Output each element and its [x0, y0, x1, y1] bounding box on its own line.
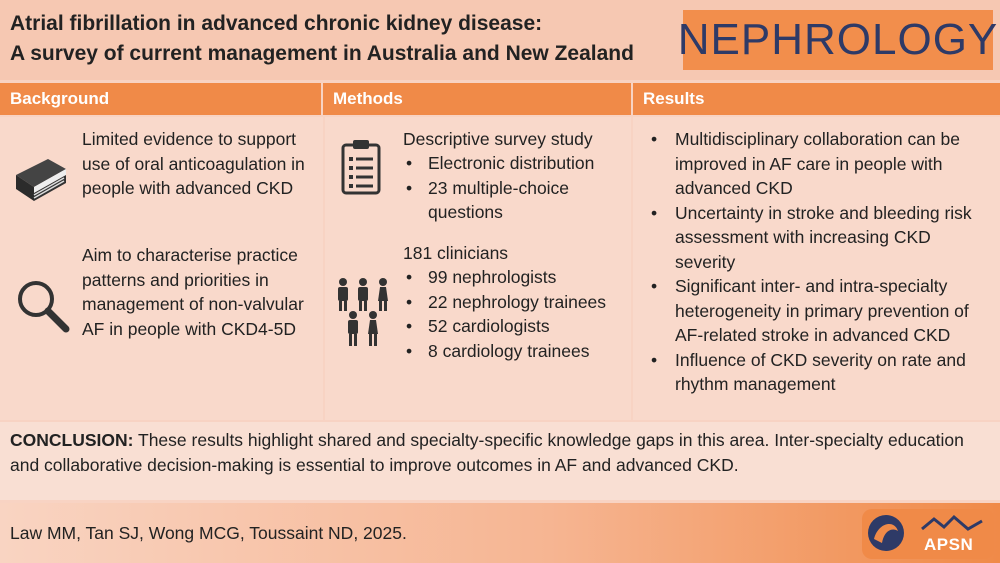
conclusion-text: These results highlight shared and specialty-specific knowledge gaps in this area. Inter-specialty education and collaborative decision-making is essential to improve outcomes in AF and advanced CKD.	[10, 430, 964, 475]
list-item: • Electronic distribution	[403, 151, 628, 176]
apsn-logo	[862, 509, 994, 559]
people-icon	[333, 277, 395, 349]
brand-text: NEPHROLOGY	[677, 15, 999, 64]
list-item: • 23 multiple-choice questions	[403, 176, 628, 225]
list-item: • Influence of CKD severity on rate and rhythm management	[649, 348, 994, 397]
clipboard-icon	[341, 139, 381, 195]
list-item: • Significant inter- and intra-specialty heterogeneity in primary prevention of AF-related stroke in advanced CKD	[649, 274, 994, 348]
header-methods: Methods	[323, 83, 633, 115]
survey-list	[403, 151, 628, 225]
methods-panel	[325, 117, 631, 420]
magnifier-icon	[14, 277, 70, 333]
methods-title: Descriptive survey study	[403, 129, 593, 149]
conclusion-label: CONCLUSION:	[10, 430, 134, 450]
section-headers	[0, 83, 1000, 115]
list-item: • 8 cardiology trainees	[403, 339, 628, 364]
background-panel	[0, 117, 323, 420]
list-item: • 99 nephrologists	[403, 265, 628, 290]
title-line-2: A survey of current management in Australia and New Zealand	[10, 42, 634, 65]
list-item: • Multidisciplinary collaboration can be improved in AF care in people with advanced CKD	[649, 127, 994, 201]
conclusion-panel	[0, 422, 1000, 500]
book-icon	[12, 153, 70, 205]
apsn-logo-text: APSN	[924, 535, 974, 554]
list-item: • 52 cardiologists	[403, 314, 628, 339]
title-bar	[0, 0, 1000, 80]
poster-title	[10, 9, 690, 69]
results-list	[649, 127, 994, 397]
results-panel	[633, 117, 1000, 420]
clinicians-list	[403, 265, 628, 363]
nephrology-brand	[677, 10, 999, 70]
header-results: Results	[643, 89, 705, 108]
footer	[0, 503, 1000, 563]
background-text-1: Limited evidence to support use of oral anticoagulation in people with advanced CKD	[82, 129, 305, 198]
clinicians-count: 181 clinicians	[403, 243, 509, 263]
list-item: • 22 nephrology trainees	[403, 290, 628, 315]
authors: Law MM, Tan SJ, Wong MCG, Toussaint ND, 2025.	[10, 523, 407, 543]
header-background: Background	[0, 83, 323, 115]
background-text-2: Aim to characterise practice patterns and priorities in management of non-valvular AF in people with CKD4-5D	[82, 245, 304, 339]
list-item: • Uncertainty in stroke and bleeding risk assessment with increasing CKD severity	[649, 201, 994, 275]
title-line-1: Atrial fibrillation in advanced chronic kidney disease:	[10, 12, 543, 35]
